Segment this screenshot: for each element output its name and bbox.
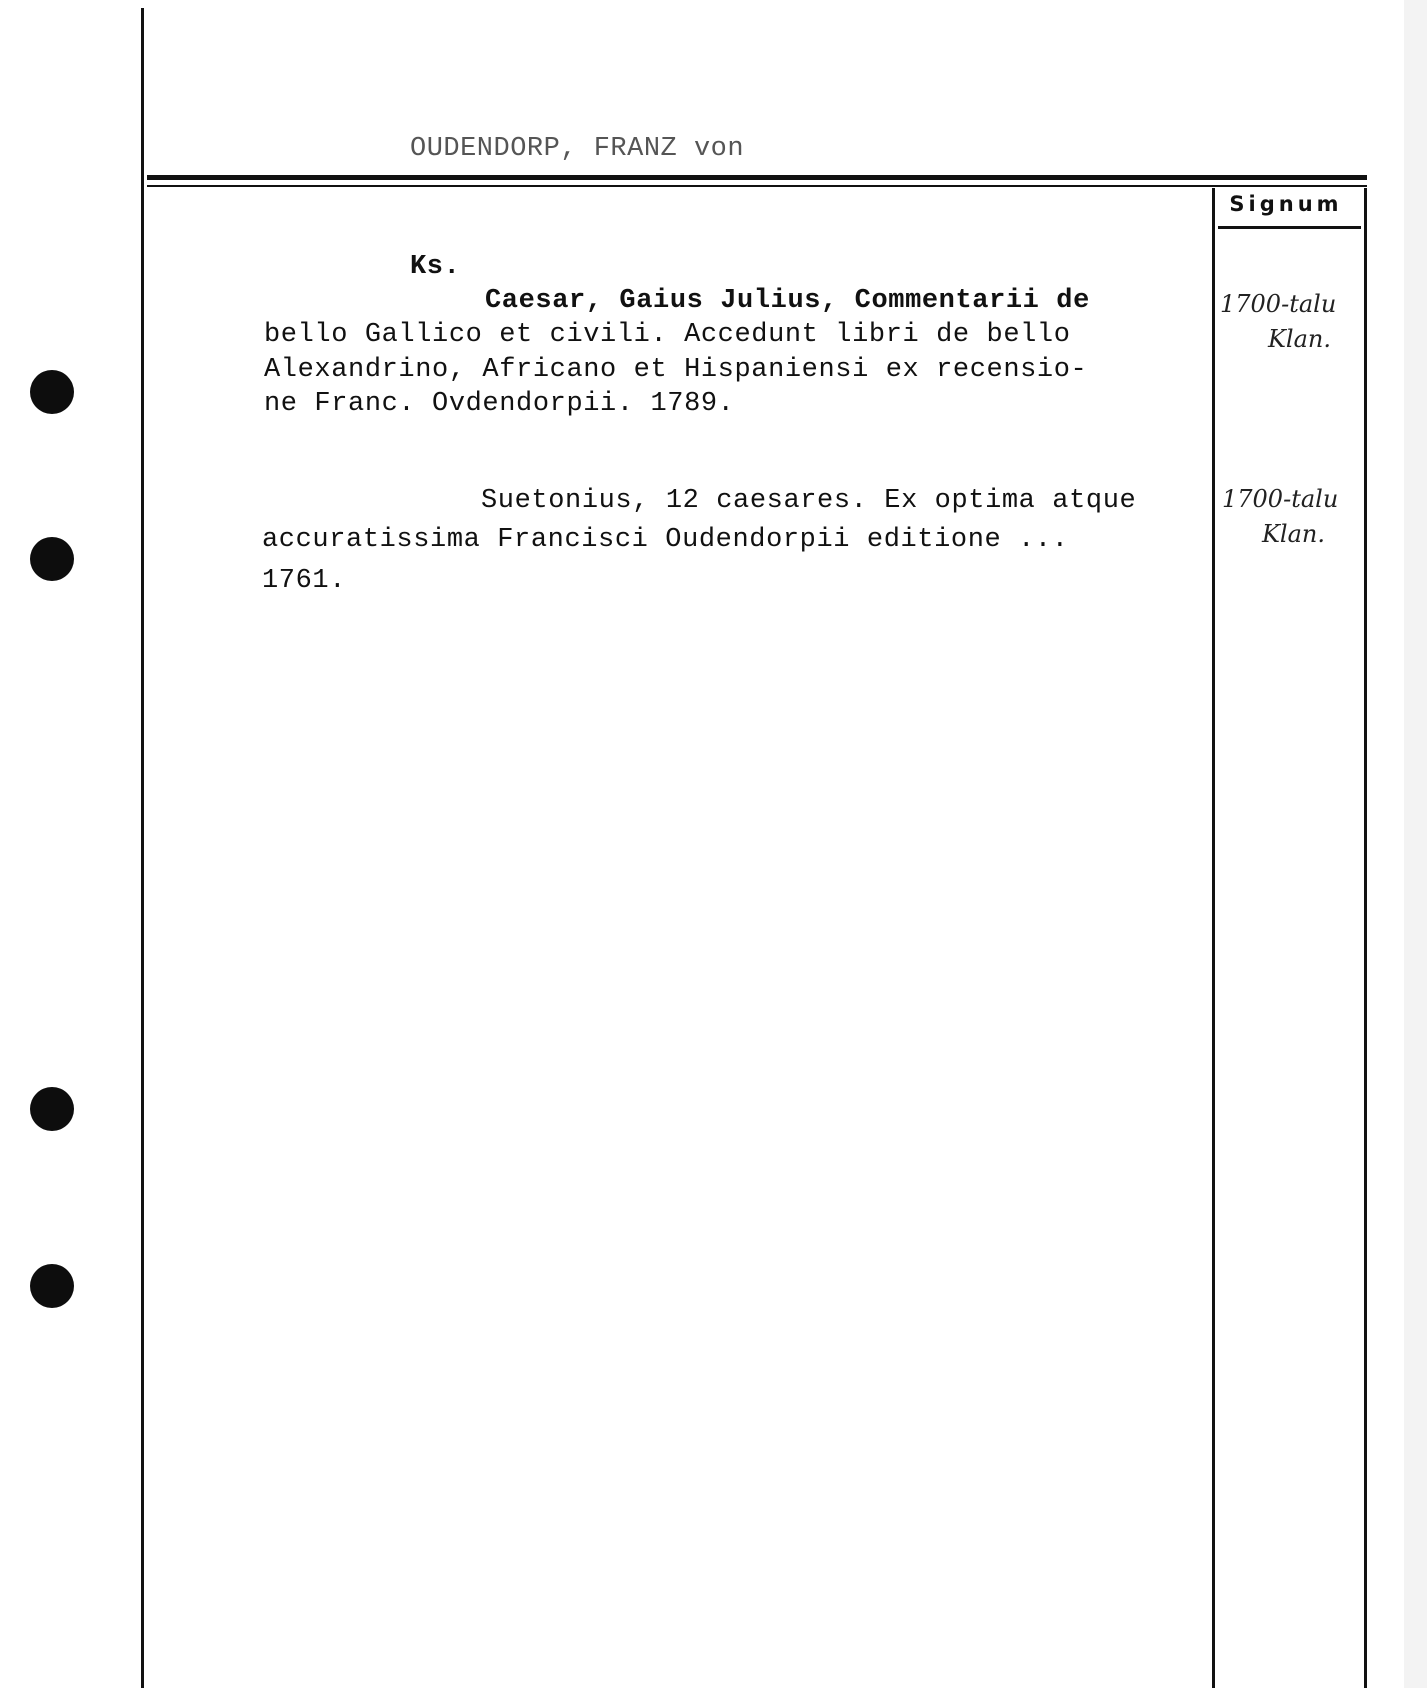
signum-handwritten: 1700-talu xyxy=(1220,290,1337,318)
signum-column-left-rule xyxy=(1212,188,1215,1688)
section-code: Ks. xyxy=(410,252,461,282)
signum-handwritten: 1700-talu xyxy=(1222,485,1339,513)
card-heading: OUDENDORP, FRANZ von xyxy=(410,134,745,164)
entry-line: Alexandrino, Africano et Hispaniensi ex recensio- xyxy=(264,355,1088,385)
heading-rule-thick xyxy=(147,175,1367,180)
entry-line: Suetonius, 12 caesares. Ex optima atque xyxy=(481,486,1137,516)
entry-line: ne Franc. Ovdendorpii. 1789. xyxy=(264,389,735,419)
signum-header-rule xyxy=(1218,226,1361,229)
punch-hole xyxy=(30,1264,74,1308)
entry-line: Caesar, Gaius Julius, Commentarii de xyxy=(485,286,1090,316)
entry-line: bello Gallico et civili. Accedunt libri de bello xyxy=(264,320,1071,350)
entry-line: 1761. xyxy=(262,566,347,596)
signum-header: Signum xyxy=(1229,192,1343,216)
heading-rule-thin xyxy=(147,185,1367,187)
punch-hole xyxy=(30,370,74,414)
punch-hole xyxy=(30,537,74,581)
left-margin-rule xyxy=(141,8,144,1688)
punch-hole xyxy=(30,1087,74,1131)
signum-handwritten: Klan. xyxy=(1262,520,1325,548)
paper-edge xyxy=(1404,0,1427,1688)
entry-line: accuratissima Francisci Oudendorpii editione ... xyxy=(262,525,1069,555)
signum-column-right-rule xyxy=(1364,188,1367,1688)
signum-handwritten: Klan. xyxy=(1268,325,1331,353)
